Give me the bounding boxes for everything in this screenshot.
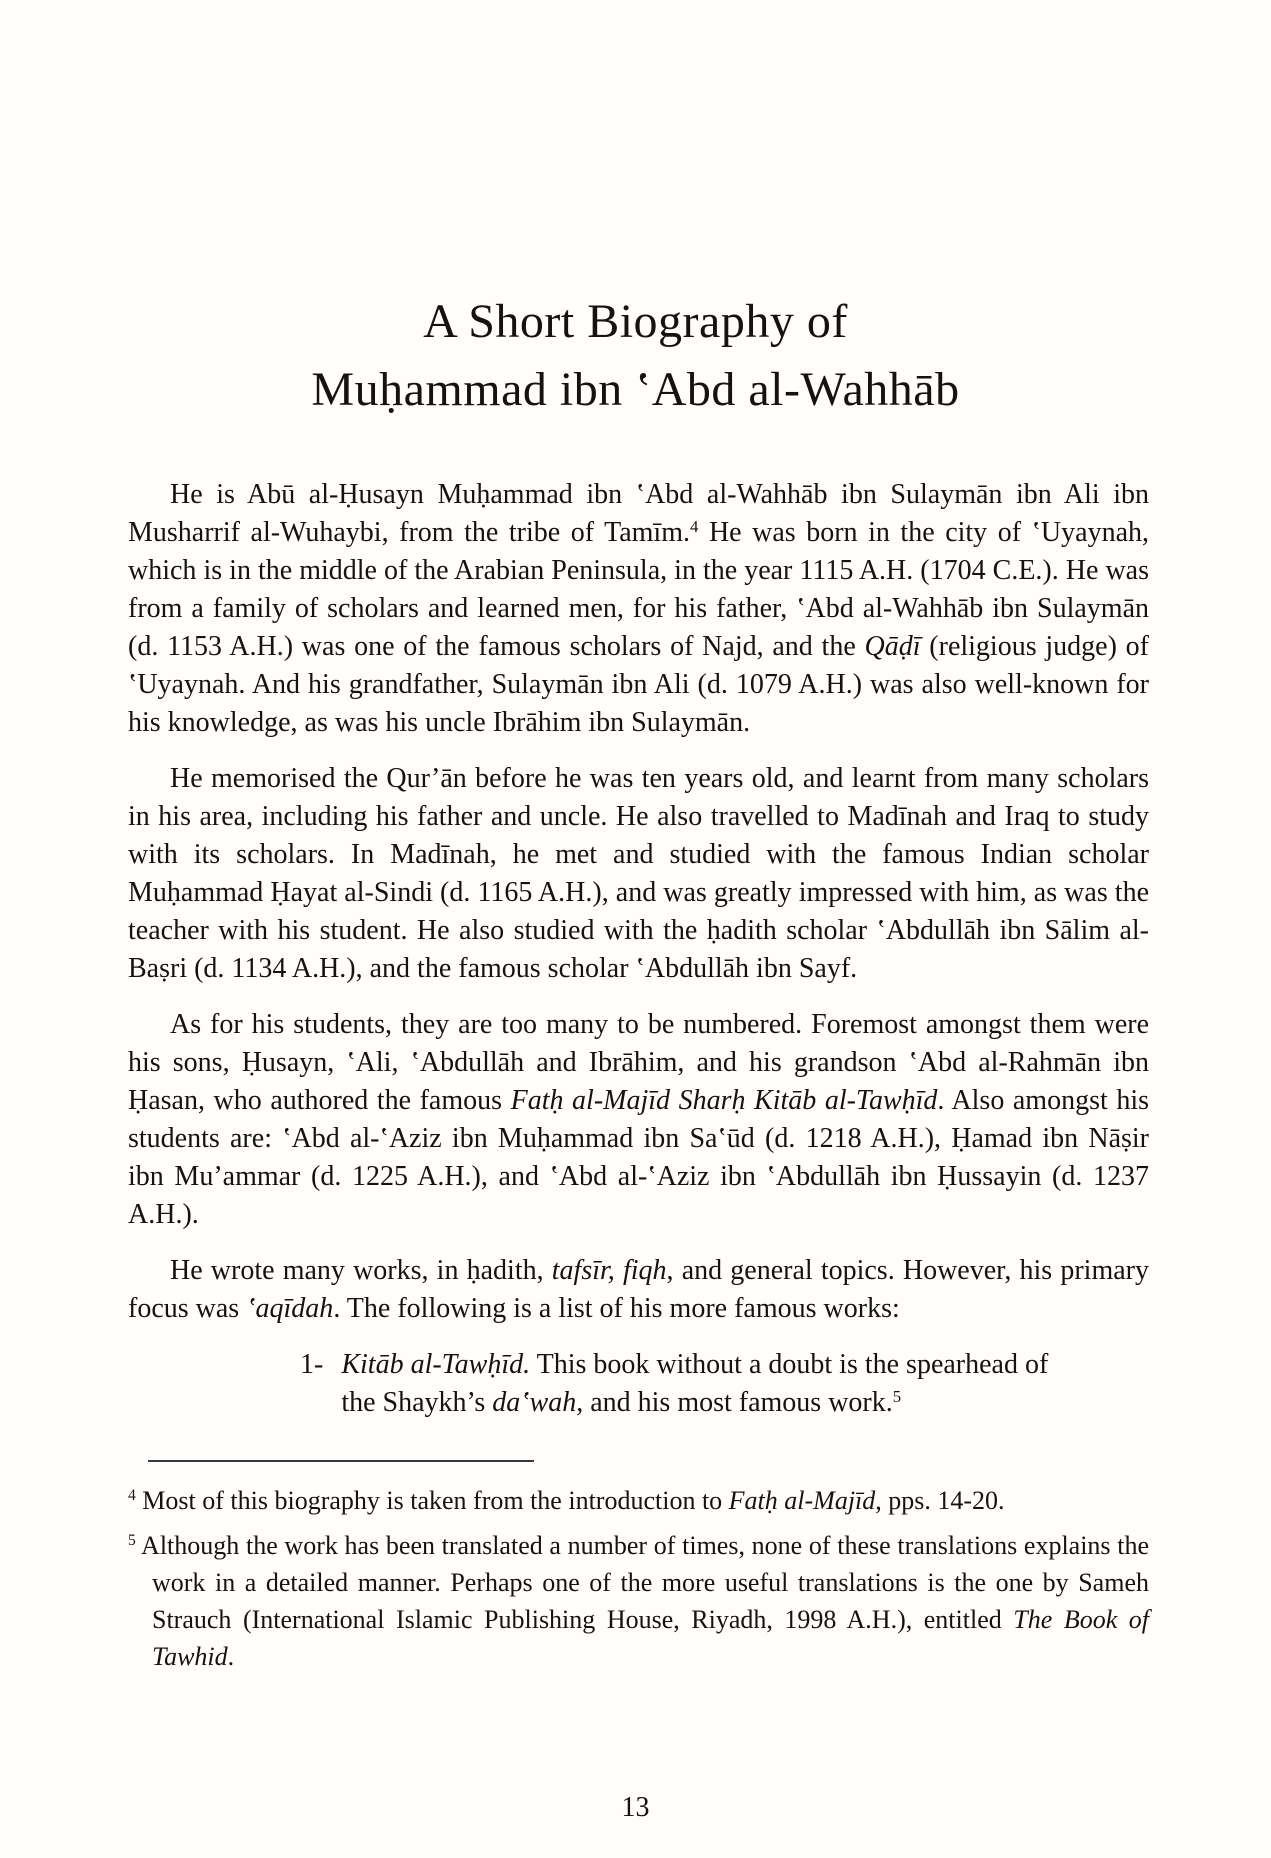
text-run: As for his students, they are too many to be numbered. Foremost amongst them were his sons, Ḥusayn, ʽAli, ʽAbdullāh and Ibrāhim, and his grandson ʽAbd al-Rahmān ibn Ḥasan, who authored the famous	[128, 1009, 1149, 1116]
text-run: . Also amongst his students are: ʽAbd al-ʽAziz ibn Muḥammad ibn Saʽūd (d. 1218 A.H.), Ḥamad ibn Nāṣir ibn Mu’ammar (d. 1225 A.H.), and ʽAbd al-ʽAziz ibn ʽAbdullāh ibn Ḥussayin (d. 1237 A.H.).	[128, 1085, 1149, 1230]
text-run: He was born in the city of ʽUyaynah, which is in the middle of the Arabian Peninsula, in the year 1115 A.H. (1704 C.E.). He was from a family of scholars and learned men, for his father, ʽAbd al-Wahhāb ibn Sulaymān (d. 1153 A.H.) was one of the famous scholars of Najd, and the	[128, 517, 1149, 662]
text-run: .	[227, 1642, 235, 1671]
text-run: , pps. 14-20.	[875, 1486, 1005, 1515]
text-run: . The following is a list of his more famous works:	[333, 1293, 900, 1324]
title-line-1: A Short Biography of	[423, 295, 848, 348]
text-run: Most of this biography is taken from the introduction to	[135, 1486, 729, 1515]
page-title	[0, 0, 1271, 424]
text-run: He memorised the Qur’ān before he was ten years old, and learnt from many scholars in his area, including his father and uncle. He also travelled to Madīnah and Iraq to study with its scholars. In Madīnah, he met and studied with the famous Indian scholar Muḥammad Ḥayat al-Sindi (d. 1165 A.H.), and was greatly impressed with him, as was the teacher with his student. He also studied with the ḥadith scholar ʽAbdullāh ibn Sālim al-Baṣri (d. 1134 A.H.), and the famous scholar ʽAbdullāh ibn Sayf.	[128, 763, 1149, 984]
footnote-divider	[148, 1460, 534, 1462]
paragraph-4	[128, 1252, 1149, 1328]
paragraph-1	[128, 476, 1149, 742]
italic-book-title: The Book of Tawhid	[152, 1605, 1149, 1671]
works-list-item-1	[300, 1346, 1054, 1422]
italic-term: Qāḍī	[864, 631, 921, 662]
italic-term: daʽwah,	[492, 1387, 584, 1418]
italic-term: tafsīr, fiqh	[551, 1255, 667, 1286]
list-item-marker: 1-	[300, 1349, 324, 1380]
text-run: He wrote many works, in ḥadith,	[170, 1255, 552, 1286]
text-run: This book without a doubt is the spearhead of the Shaykh’s	[341, 1349, 1049, 1418]
footnotes-section	[128, 1482, 1149, 1675]
text-run: and his most famous work.	[583, 1387, 893, 1418]
footnote-5-marker: 5	[128, 1532, 136, 1550]
text-run: He is Abū al-Ḥusayn Muḥammad ibn ʽAbd al-Wahhāb ibn Sulaymān ibn Ali ibn Musharrif al-Wuhaybi, from the tribe of Tamīm.	[128, 479, 1149, 548]
footnote-4-marker: 4	[128, 1487, 136, 1505]
italic-book-title: Fatḥ al-Majīd Sharḥ Kitāb al-Tawḥīd	[510, 1085, 938, 1116]
paragraph-3	[128, 1006, 1149, 1234]
italic-term: ʽaqīdah	[246, 1293, 334, 1324]
text-run: Although the work has been translated a number of times, none of these translations explains the work in a detailed manner. Perhaps one of the more useful translations is the one by Sameh Strauch (International Islamic Publishing House, Riyadh, 1998 A.H.), entitled	[135, 1531, 1149, 1634]
page-number: 13	[621, 1792, 650, 1823]
italic-book-title: Kitāb al-Tawḥīd.	[341, 1349, 531, 1380]
footnote-ref-5: 5	[892, 1386, 902, 1406]
footnote-5	[128, 1527, 1149, 1675]
paragraph-2	[128, 760, 1149, 988]
title-line-2: Muḥammad ibn ʽAbd al-Wahhāb	[311, 363, 960, 416]
text-run: (religious judge) of ʽUyaynah. And his grandfather, Sulaymān ibn Ali (d. 1079 A.H.) was also well-known for his knowledge, as was his uncle Ibrāhim ibn Sulaymān.	[128, 631, 1149, 738]
body-text	[128, 476, 1149, 1422]
list-item-text	[341, 1346, 1054, 1422]
footnote-4	[128, 1482, 1149, 1519]
footnote-ref-4: 4	[690, 516, 699, 536]
italic-book-title: Fatḥ al-Majīd	[728, 1486, 876, 1515]
text-run: , and general topics. However, his primary focus was	[128, 1255, 1149, 1324]
